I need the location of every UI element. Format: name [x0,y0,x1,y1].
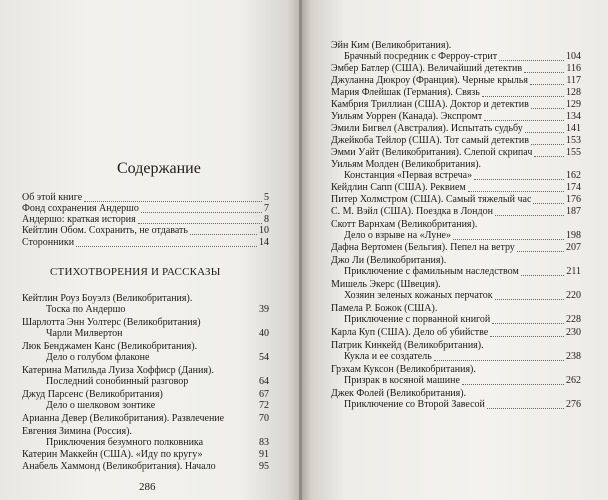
toc-entry-page: 14 [259,237,269,248]
line-page: 128 [566,87,581,98]
line-page: 211 [566,266,581,277]
line-page: 176 [566,194,581,205]
right-page [302,0,608,500]
line-text: Дело о шелковом зонтике [46,400,156,411]
author-line [331,206,581,218]
line-text: Приключение со Второй Завесой [344,399,485,410]
line-text: Констанция «Первая встреча» [344,170,473,181]
line-text: Кейтлин Роуз Боуэлз (Великобритания). [22,293,193,304]
toc-entry-page: 10 [259,225,269,236]
left-page [0,0,300,500]
line-page: 54 [259,352,269,363]
line-text: Скотт Варнхам (Великобритания). [331,219,478,230]
line-page: 117 [566,75,581,86]
author-line [331,99,581,111]
author-line [331,63,581,75]
line-page: 174 [566,182,581,193]
line-page: 155 [566,147,581,158]
line-page: 134 [566,111,581,122]
line-page: 228 [566,314,581,325]
title-line [46,437,269,449]
line-text: Карла Куп (США). Дело об убийстве [331,327,489,338]
section-title: СТИХОТВОРЕНИЯ И РАССКАЗЫ [50,266,221,278]
line-page: 40 [259,328,269,339]
line-page: 116 [566,63,581,74]
title-line [344,170,581,182]
line-page: 83 [259,437,269,448]
line-page: 238 [566,351,581,362]
line-page: 230 [566,327,581,338]
line-text: Последний сонобинный разговор [46,376,189,387]
line-page: 95 [259,461,269,472]
title-line [344,375,581,387]
author-line [331,87,581,99]
title-line [46,376,269,388]
line-text: Анабель Хаммонд (Великобритания). Начало [22,461,216,472]
page-number: 286 [139,481,156,493]
title-line [344,314,581,326]
title-line [46,352,269,364]
line-text: Уильям Уоррен (Канада). Экспромт [331,111,483,122]
line-text: Призрак в косяной машине [344,375,460,386]
author-line [331,242,581,254]
line-text: Джуланна Дюкроу (Франция). Черные крылья [331,75,528,86]
line-text: Евгения Зимина (Россия). [22,426,132,437]
line-text: Дафна Вертомен (Бельгия). Пепел на ветру [331,242,515,253]
line-text: Приключение с фамильным наследством [344,266,519,277]
author-line [331,147,581,159]
line-text: Приключение с порванной книгой [344,314,491,325]
author-line [331,327,581,339]
toc-entry-text: Фонд сохранения Андершо [22,203,139,214]
line-text: Мария Флейшак (Германия). Связь [331,87,480,98]
author-line [331,111,581,123]
toc-entry [22,225,269,237]
line-text: Дело о взрыве на «Луне» [344,230,451,241]
line-text: Чарли Милвертон [46,328,123,339]
line-text: Мишель Экерс (Швеция). [331,279,441,290]
line-text: Джейкоба Тейлор (США). Тот самый детектив [331,135,529,146]
line-text: Хозяин зеленых кожаных перчаток [344,290,493,301]
line-text: Приключения безумного полковника [46,437,204,448]
line-text: Камбрия Триллиан (США). Доктор и детектив [331,99,529,110]
author-line [22,413,269,425]
line-page: 39 [259,304,269,315]
line-text: Катерина Матильда Луиза Хоффиср (Дания). [22,365,214,376]
line-page: 129 [566,99,581,110]
toc-entry-text: Сторонники [22,237,75,248]
title-line [46,304,269,316]
contents-title: Содержание [117,160,201,177]
line-text: Катерин Маккейн (США). «Иду по кругу» [22,449,203,460]
line-page: 70 [259,413,269,424]
author-line [331,75,581,87]
title-line [344,290,581,302]
line-text: Памела Р. Божок (США). [331,303,438,314]
toc-entry-text: Кейтлин Обом. Сохранить, не отдавать [22,225,188,236]
author-line [331,194,581,206]
line-page: 220 [566,290,581,301]
line-text: Эйн Ким (Великобритания). [331,40,452,51]
title-line [46,328,269,340]
line-text: Патрик Кинкейд (Великобритания). [331,340,484,351]
toc-entry-text: Андершо: краткая история [22,214,136,225]
line-page: 276 [566,399,581,410]
author-line [22,449,269,461]
title-line [344,230,581,242]
line-text: Эмили Бигвел (Австралия). Испытать судьбу [331,123,523,134]
toc-entry-page: 8 [264,214,269,225]
line-text: Шарлотта Энн Уолтерс (Великобритания) [22,317,201,328]
line-page: 72 [259,400,269,411]
line-text: Уильям Молден (Великобритания). [331,159,482,170]
line-page: 141 [566,123,581,134]
line-text: Джо Ли (Великобритания). [331,255,447,266]
line-text: Эмбер Батлер (США). Величайший детектив [331,63,523,74]
line-page: 67 [259,389,269,400]
line-page: 153 [566,135,581,146]
line-text: Грэхам Куксон (Великобритания). [331,364,476,375]
author-line [331,123,581,135]
title-line [344,351,581,363]
line-text: Люк Бенджамен Канс (Великобритания). [22,341,198,352]
line-page: 187 [566,206,581,217]
title-line [46,400,269,412]
title-line [344,266,581,278]
toc-entry-page: 7 [264,203,269,214]
toc-entry-text: Об этой книге [22,192,83,203]
line-text: Питер Холмстром (США). Самый тяжелый час [331,194,532,205]
toc-entry [22,237,269,249]
line-text: Джек Фолей (Великобритания). [331,388,467,399]
line-text: Дело о голубом флаконе [46,352,150,363]
author-line [331,135,581,147]
line-page: 162 [566,170,581,181]
line-text: Тоска по Андершо [46,304,126,315]
author-line [22,461,269,473]
line-page: 207 [566,242,581,253]
author-line [331,182,581,194]
line-text: Кейдлин Сапп (США). Реквием [331,182,466,193]
line-text: Брачный посредник с Ферроу-стрит [344,51,498,62]
line-page: 64 [259,376,269,387]
line-page: 198 [566,230,581,241]
title-line [344,51,581,63]
line-page: 91 [259,449,269,460]
line-text: Эмми Уайт (Великобритания). Слепой скрипач [331,147,533,158]
toc-entry-page: 5 [264,192,269,203]
line-text: С. М. Вэйл (США). Поездка в Лондон [331,206,493,217]
line-text: Арианна Девер (Великобритания). Развлечение [22,413,225,424]
line-page: 104 [566,51,581,62]
title-line [344,399,581,411]
line-text: Кукла и ее создатель [344,351,432,362]
line-page: 262 [566,375,581,386]
line-text: Джуд Парсенс (Великобритания) [22,389,163,400]
